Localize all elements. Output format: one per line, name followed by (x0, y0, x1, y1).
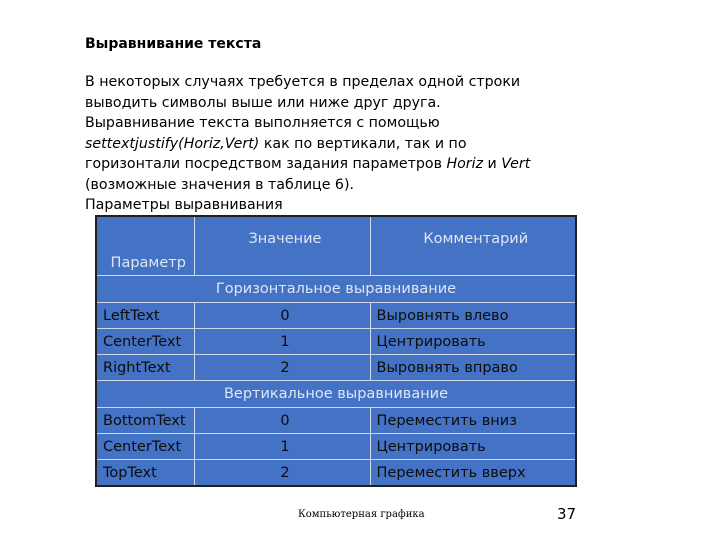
cell-comment: Центрировать (370, 434, 576, 460)
cell-comment: Выровнять влево (370, 303, 576, 329)
page-title: Выравнивание текста (85, 36, 262, 52)
cell-value: 2 (194, 355, 370, 381)
cell-value: 2 (194, 460, 370, 487)
table-row (96, 460, 576, 487)
table-row (96, 434, 576, 460)
cell-comment: Выровнять вправо (370, 355, 576, 381)
cell-comment: Переместить вниз (370, 408, 576, 434)
section-row (96, 276, 576, 303)
text-line (85, 134, 645, 155)
cell-param: CenterText (96, 329, 194, 355)
alignment-table (95, 215, 577, 487)
table-row (96, 355, 576, 381)
table-header-row (96, 216, 576, 276)
param-horiz: Horiz (446, 156, 484, 172)
text-line: выводить символы выше или ниже друг друга. (85, 94, 441, 111)
cell-comment: Переместить вверх (370, 460, 576, 487)
cell-value: 0 (194, 408, 370, 434)
table-row (96, 329, 576, 355)
cell-comment: Центрировать (370, 329, 576, 355)
section-row (96, 381, 576, 408)
cell-param: CenterText (96, 434, 194, 460)
table-row (96, 303, 576, 329)
text-fragment: как по вертикали, так и по (259, 135, 467, 152)
header-cell: Комментарий (370, 216, 576, 276)
text-line: Выравнивание текста выполняется с помощью (85, 115, 440, 131)
table-row (96, 408, 576, 434)
header-cell: Параметр (96, 216, 194, 276)
cell-param: LeftText (96, 303, 194, 329)
cell-value: 1 (194, 434, 370, 460)
text-fragment: горизонтали посредством задания параметров (85, 156, 447, 172)
cell-param: BottomText (96, 408, 194, 434)
description-paragraph (85, 72, 645, 216)
cell-param: RightText (96, 355, 194, 381)
header-cell: Значение (194, 216, 370, 276)
slide-footer: Компьютерная графика (298, 509, 425, 520)
function-name: settextjustify(Horiz,Vert) (85, 135, 260, 152)
cell-value: 1 (194, 329, 370, 355)
param-vert: Vert (501, 156, 531, 172)
text-line: В некоторых случаях требуется в пределах одной строки (85, 74, 521, 90)
page-number: 37 (557, 505, 577, 523)
section-title: Горизонтальное выравнивание (96, 276, 576, 303)
text-fragment: и (483, 156, 502, 172)
cell-param: TopText (96, 460, 194, 487)
cell-value: 0 (194, 303, 370, 329)
text-line: (возможные значения в таблице 6). (85, 176, 355, 193)
table-caption: Параметры выравнивания (85, 197, 283, 213)
text-line (85, 154, 645, 175)
section-title: Вертикальное выравнивание (96, 381, 576, 408)
